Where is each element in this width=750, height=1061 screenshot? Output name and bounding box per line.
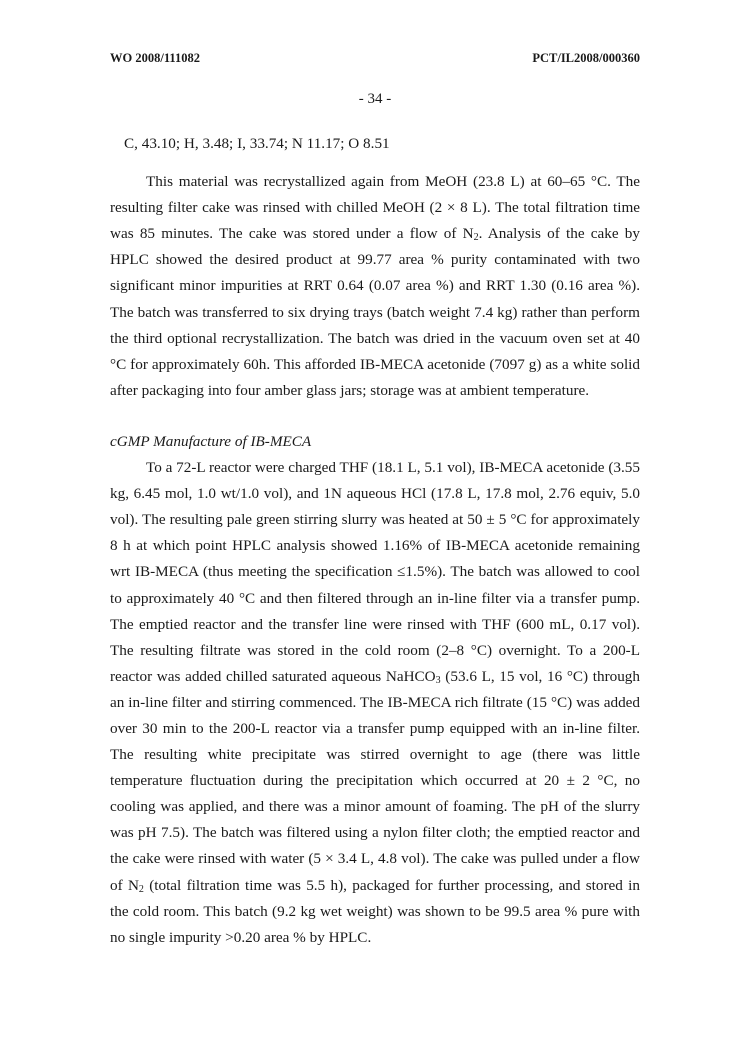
subscript: 2 — [473, 232, 479, 244]
document-body — [110, 131, 640, 951]
paragraph-cgmp-manufacture — [110, 455, 640, 951]
paragraph-text: . Analysis of the cake by HPLC showed the desired product at 99.77 area % purity contaminated with two significant minor impurities at RRT 0.64 (0.07 area %) and RRT 1.30 (0.16 area %). The batch was transferred to six drying trays (batch weight 7.4 kg) rather than perform the third optional recrystallization. The batch was dried in the vacuum oven set at 40 °C for approximately 60h. This afforded IB-MECA acetonide (7097 g) as a white solid after packaging into four amber glass jars; storage was at ambient temperature. — [110, 225, 640, 399]
paragraph-text: This material was recrystallized again from MeOH (23.8 L) at 60–65 °C. The resulting filter cake was rinsed with chilled MeOH (2 × 8 L). The total filtration time was 85 minutes. The cake was stored under a flow of N — [110, 173, 640, 243]
paragraph-text: (total filtration time was 5.5 h), packaged for further processing, and stored in the cold room. This batch (9.2 kg wet weight) was shown to be 99.5 area % pure with no single impurity >0.20 area % by HPLC. — [110, 876, 640, 946]
subscript: 3 — [435, 674, 441, 686]
subscript: 2 — [138, 883, 144, 895]
section-heading: cGMP Manufacture of IB-MECA — [110, 432, 312, 450]
publication-number: WO 2008/111082 — [110, 51, 200, 65]
paragraph-recrystallization — [110, 169, 640, 404]
page-number: - 34 - — [358, 91, 392, 107]
elemental-analysis: C, 43.10; H, 3.48; I, 33.74; N 11.17; O 8.51 — [124, 135, 390, 152]
application-number: PCT/IL2008/000360 — [532, 51, 640, 65]
paragraph-text: To a 72-L reactor were charged THF (18.1 L, 5.1 vol), IB-MECA acetonide (3.55 kg, 6.45 mol, 1.0 wt/1.0 vol), and 1N aqueous HCl (17.8 L, 17.8 mol, 2.76 equiv, 5.0 vol). The resulting pale green stirring slurry was heated at 50 ± 5 °C for approximately 8 h at which point HPLC analysis showed 1.16% of IB-MECA acetonide remaining wrt IB-MECA (thus meeting the specification ≤1.5%). The batch was allowed to cool to approximately 40 °C and then filtered through an in-line filter via a transfer pump. The emptied reactor and the transfer line were rinsed with THF (600 mL, 0.17 vol). The resulting filtrate was stored in the cold room (2–8 °C) overnight. To a 200-L reactor was added chilled saturated aqueous NaHCO — [110, 459, 640, 685]
paragraph-text: (53.6 L, 15 vol, 16 °C) through an in-line filter and stirring commenced. The IB-MECA rich filtrate (15 °C) was added over 30 min to the 200-L reactor via a transfer pump equipped with an in-line filter. The resulting white precipitate was stirred overnight to age (there was little temperature fluctuation during the precipitation which occurred at 20 ± 2 °C, no cooling was applied, and there was a minor amount of foaming. The pH of the slurry was pH 7.5). The batch was filtered using a nylon filter cloth; the emptied reactor and the cake were rinsed with water (5 × 3.4 L, 4.8 vol). The cake was pulled under a flow of N — [110, 667, 640, 894]
